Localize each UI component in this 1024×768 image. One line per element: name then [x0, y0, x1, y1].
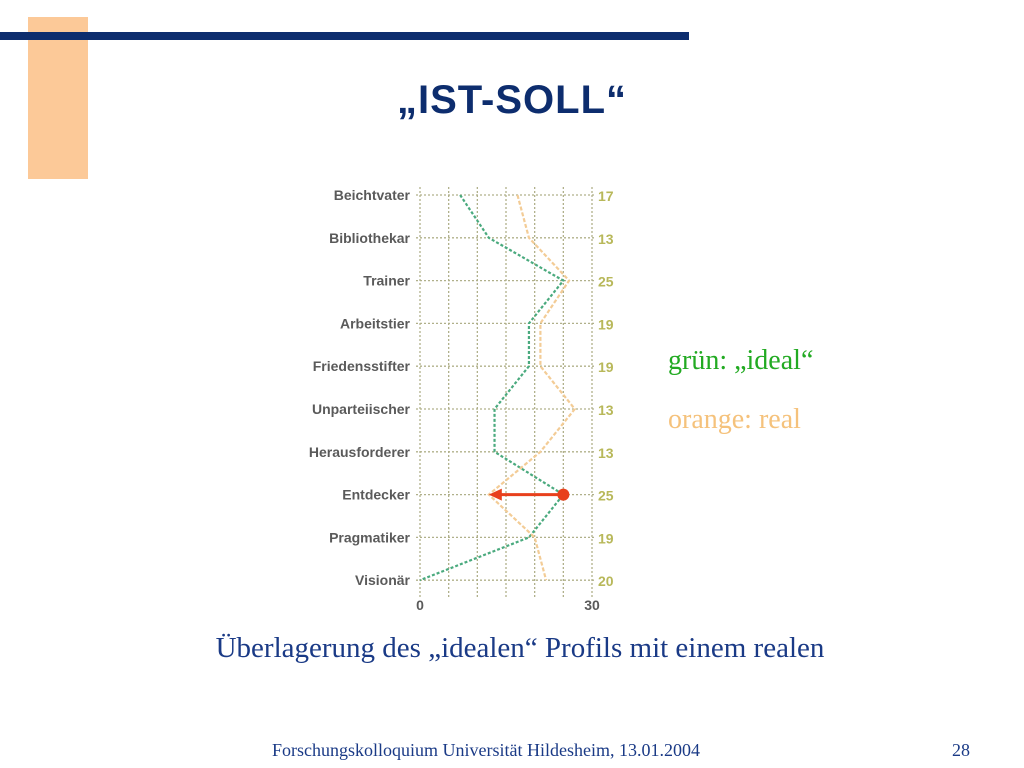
chart-series: [420, 195, 575, 580]
profile-chart: [270, 175, 630, 615]
series-real-line: [489, 195, 575, 580]
category-label: Trainer: [363, 272, 410, 289]
category-label: Arbeitstier: [339, 315, 410, 332]
category-label: Unparteiischer: [311, 401, 410, 417]
value-label: 13: [598, 230, 614, 247]
series-ideal-line: [420, 195, 563, 580]
category-label: Bibliothekar: [329, 229, 410, 246]
category-label: Friedensstifter: [312, 358, 410, 375]
legend-ideal: grün: „ideal“: [668, 345, 814, 376]
category-label: Entdecker: [342, 486, 410, 503]
value-label: 19: [598, 316, 614, 333]
slide-caption: Überlagerung des „idealen“ Profils mit einem realen: [215, 632, 825, 664]
category-label: Beichtvater: [333, 187, 410, 203]
category-label: Visionär: [355, 572, 410, 589]
value-label: 13: [598, 402, 614, 418]
value-label: 25: [598, 487, 614, 504]
x-tick-label: 30: [584, 597, 600, 614]
value-label: 20: [598, 573, 614, 590]
slide-footer: Forschungskolloquium Universität Hildesheim, 13.01.2004: [272, 740, 700, 760]
value-label: 19: [598, 359, 614, 376]
legend-real: orange: real: [668, 404, 801, 435]
value-label: 19: [598, 530, 614, 547]
value-label: 17: [598, 188, 614, 204]
page-number: 28: [952, 740, 970, 760]
top-divider-line: [0, 32, 689, 40]
annotation-arrow-start-dot: [557, 489, 569, 501]
value-label: 13: [598, 444, 614, 461]
slide-title: „IST-SOLL“: [397, 78, 627, 122]
value-label: 25: [598, 273, 614, 290]
category-label: Pragmatiker: [329, 529, 410, 546]
category-label: Herausforderer: [308, 443, 410, 460]
x-tick-label: 0: [416, 597, 424, 614]
